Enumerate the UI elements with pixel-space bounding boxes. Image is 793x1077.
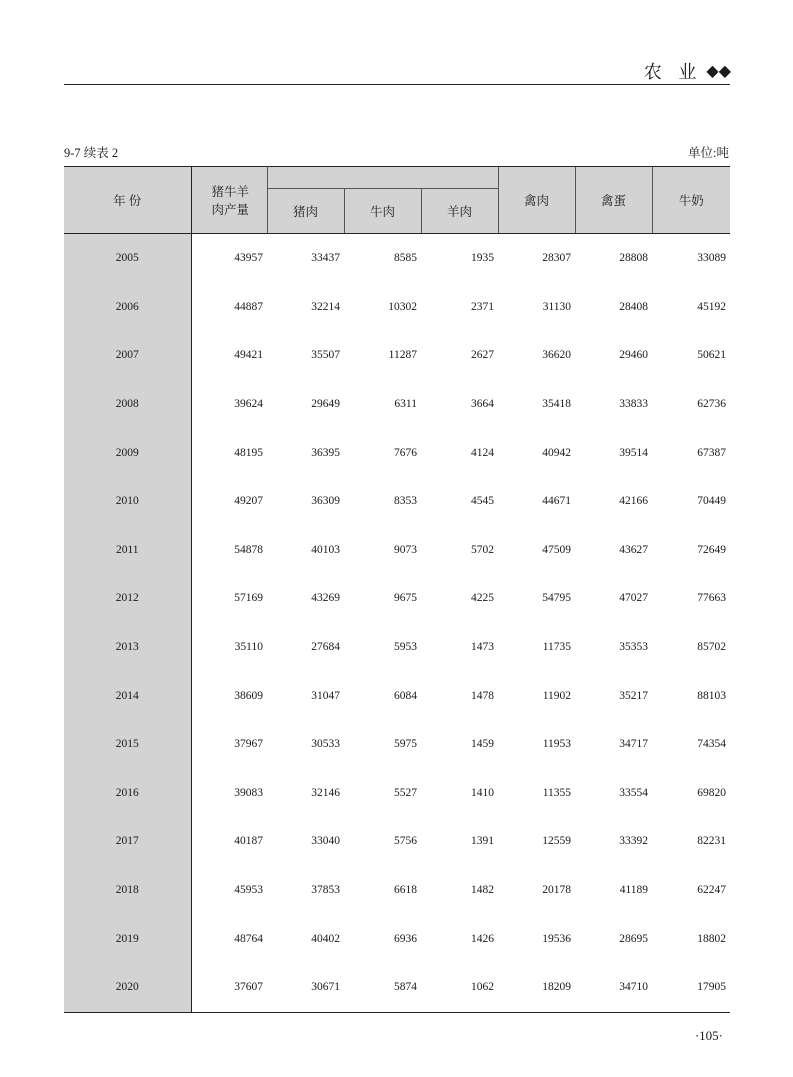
cell-pork: 27684 [311, 641, 340, 654]
cell-milk: 33089 [697, 252, 727, 265]
cell-beef: 10302 [388, 300, 417, 313]
cell-mutton: 4225 [471, 592, 495, 605]
cell-beef: 5975 [394, 738, 417, 751]
cell-pork: 33437 [311, 252, 340, 265]
cell-beef: 5874 [344, 963, 421, 1012]
cell-pork: 40402 [311, 932, 340, 945]
cell-beef: 5953 [394, 641, 417, 654]
cell-mutton: 1391 [471, 835, 495, 848]
table-row [64, 720, 730, 769]
cell-poultry: 35418 [542, 398, 572, 411]
cell-beef: 9073 [394, 543, 417, 556]
cell-poultry: 11953 [542, 738, 572, 751]
cell-eggs: 47027 [619, 592, 649, 605]
page-number: ·105· [694, 1028, 723, 1043]
header-rule [64, 84, 730, 85]
cell-total: 37607 [191, 963, 267, 1012]
header-meat-group [267, 167, 498, 189]
cell-eggs: 28408 [619, 300, 649, 313]
cell-mutton: 4124 [471, 446, 495, 459]
cell-mutton: 1473 [471, 641, 495, 654]
cell-poultry: 47509 [542, 543, 572, 556]
cell-poultry: 28307 [542, 252, 572, 265]
table-row [64, 963, 730, 1012]
cell-poultry: 12559 [542, 835, 572, 848]
cell-milk: 18802 [697, 932, 727, 945]
cell-mutton: 1459 [471, 738, 495, 751]
header-year: 年 份 [64, 167, 191, 234]
cell-mutton: 1062 [421, 963, 498, 1012]
table-row [64, 526, 730, 575]
table-row [64, 331, 730, 380]
table-body [64, 234, 730, 1013]
cell-milk: 85702 [697, 641, 727, 654]
cell-beef: 6311 [394, 398, 417, 411]
cell-total: 40187 [234, 835, 263, 848]
cell-total: 57169 [234, 592, 263, 605]
cell-total: 39624 [234, 398, 263, 411]
cell-pork: 32214 [311, 300, 340, 313]
cell-eggs: 29460 [619, 349, 649, 362]
cell-poultry: 11902 [542, 689, 572, 702]
cell-total: 38609 [234, 689, 263, 702]
running-head [644, 58, 731, 84]
cell-beef: 5527 [394, 786, 417, 799]
cell-total: 39083 [234, 786, 263, 799]
cell-mutton: 1410 [471, 786, 495, 799]
cell-mutton: 3664 [471, 398, 495, 411]
cell-eggs: 28808 [619, 252, 649, 265]
cell-poultry: 11355 [542, 786, 572, 799]
cell-total: 48764 [234, 932, 263, 945]
cell-milk: 45192 [697, 300, 727, 313]
cell-eggs: 39514 [619, 446, 649, 459]
cell-year: 2005 [64, 234, 191, 283]
section-title: 农 业 [643, 62, 703, 82]
diamond-icon: ◆◆ [706, 63, 731, 80]
cell-eggs: 35353 [619, 641, 649, 654]
cell-year: 2013 [64, 623, 191, 672]
cell-mutton: 2627 [471, 349, 495, 362]
cell-mutton: 1935 [471, 252, 495, 265]
livestock-production-table [64, 166, 730, 1013]
table-caption: 9-7 续表 2 [64, 146, 119, 160]
table-unit: 单位:吨 [688, 146, 729, 160]
cell-total: 35110 [234, 641, 263, 654]
header-mutton: 羊肉 [421, 189, 498, 234]
cell-mutton: 1478 [471, 689, 495, 702]
cell-total: 45953 [234, 884, 263, 897]
table-row [64, 623, 730, 672]
table-row [64, 380, 730, 429]
header-eggs: 禽蛋 [575, 167, 652, 234]
cell-year: 2008 [64, 380, 191, 429]
header-milk: 牛奶 [652, 167, 730, 234]
cell-beef: 6936 [394, 932, 417, 945]
table-row [64, 234, 730, 283]
cell-poultry: 20178 [542, 884, 572, 897]
table-row [64, 477, 730, 526]
cell-milk: 70449 [697, 495, 727, 508]
cell-poultry: 54795 [542, 592, 572, 605]
cell-milk: 77663 [697, 592, 727, 605]
cell-eggs: 28695 [619, 932, 649, 945]
cell-mutton: 1426 [471, 932, 495, 945]
table-row [64, 769, 730, 818]
cell-pork: 40103 [311, 543, 340, 556]
cell-milk: 17905 [652, 963, 730, 1012]
cell-eggs: 43627 [619, 543, 649, 556]
cell-poultry: 19536 [542, 932, 572, 945]
cell-poultry: 18209 [498, 963, 575, 1012]
table-row [64, 866, 730, 915]
cell-year: 2020 [64, 963, 191, 1012]
cell-pork: 31047 [311, 689, 340, 702]
cell-poultry: 11735 [542, 641, 572, 654]
cell-pork: 29649 [311, 398, 340, 411]
table-row [64, 671, 730, 720]
cell-pork: 36309 [311, 495, 340, 508]
cell-pork: 35507 [311, 349, 340, 362]
cell-poultry: 44671 [542, 495, 572, 508]
cell-beef: 8585 [394, 252, 417, 265]
cell-total: 49207 [234, 495, 263, 508]
cell-poultry: 36620 [542, 349, 572, 362]
cell-poultry: 31130 [542, 300, 572, 313]
table-row [64, 914, 730, 963]
cell-pork: 37853 [311, 884, 340, 897]
cell-year: 2014 [64, 671, 191, 720]
cell-mutton: 5702 [471, 543, 495, 556]
cell-eggs: 33392 [619, 835, 649, 848]
cell-mutton: 2371 [471, 300, 495, 313]
cell-total: 44887 [234, 300, 263, 313]
cell-milk: 74354 [697, 738, 727, 751]
cell-total: 49421 [234, 349, 263, 362]
cell-milk: 82231 [697, 835, 727, 848]
cell-milk: 62247 [697, 884, 727, 897]
cell-eggs: 35217 [619, 689, 649, 702]
cell-total: 54878 [234, 543, 263, 556]
cell-year: 2009 [64, 428, 191, 477]
cell-year: 2016 [64, 769, 191, 818]
header-poultry: 禽肉 [498, 167, 575, 234]
cell-mutton: 4545 [471, 495, 495, 508]
cell-eggs: 42166 [619, 495, 649, 508]
cell-eggs: 33554 [619, 786, 649, 799]
cell-beef: 8353 [394, 495, 417, 508]
cell-eggs: 34710 [575, 963, 652, 1012]
cell-pork: 32146 [311, 786, 340, 799]
cell-total: 48195 [234, 446, 263, 459]
cell-year: 2010 [64, 477, 191, 526]
cell-year: 2011 [64, 526, 191, 575]
cell-milk: 88103 [697, 689, 727, 702]
cell-year: 2019 [64, 914, 191, 963]
cell-year: 2017 [64, 817, 191, 866]
cell-beef: 7676 [394, 446, 417, 459]
cell-eggs: 33833 [619, 398, 649, 411]
cell-pork: 43269 [311, 592, 340, 605]
cell-pork: 30533 [311, 738, 340, 751]
table-row [64, 283, 730, 332]
cell-year: 2018 [64, 866, 191, 915]
cell-year: 2012 [64, 574, 191, 623]
cell-eggs: 41189 [619, 884, 649, 897]
cell-year: 2006 [64, 283, 191, 332]
cell-beef: 6618 [394, 884, 417, 897]
cell-milk: 62736 [697, 398, 727, 411]
cell-beef: 6084 [394, 689, 417, 702]
cell-milk: 72649 [697, 543, 727, 556]
table-row [64, 428, 730, 477]
cell-eggs: 34717 [619, 738, 649, 751]
header-beef: 牛肉 [344, 189, 421, 234]
table-row [64, 817, 730, 866]
cell-mutton: 1482 [471, 884, 495, 897]
cell-total: 43957 [234, 252, 263, 265]
cell-pork: 33040 [311, 835, 340, 848]
cell-beef: 9675 [394, 592, 417, 605]
header-total-meat: 猪牛羊 肉产量 [191, 167, 267, 234]
header-pork: 猪肉 [267, 189, 344, 234]
table-row [64, 574, 730, 623]
cell-beef: 5756 [394, 835, 417, 848]
cell-milk: 50621 [697, 349, 727, 362]
cell-beef: 11287 [388, 349, 417, 362]
cell-milk: 67387 [697, 446, 727, 459]
cell-poultry: 40942 [542, 446, 572, 459]
cell-total: 37967 [234, 738, 263, 751]
cell-pork: 30671 [267, 963, 344, 1012]
cell-year: 2015 [64, 720, 191, 769]
cell-year: 2007 [64, 331, 191, 380]
cell-pork: 36395 [311, 446, 340, 459]
cell-milk: 69820 [697, 786, 727, 799]
